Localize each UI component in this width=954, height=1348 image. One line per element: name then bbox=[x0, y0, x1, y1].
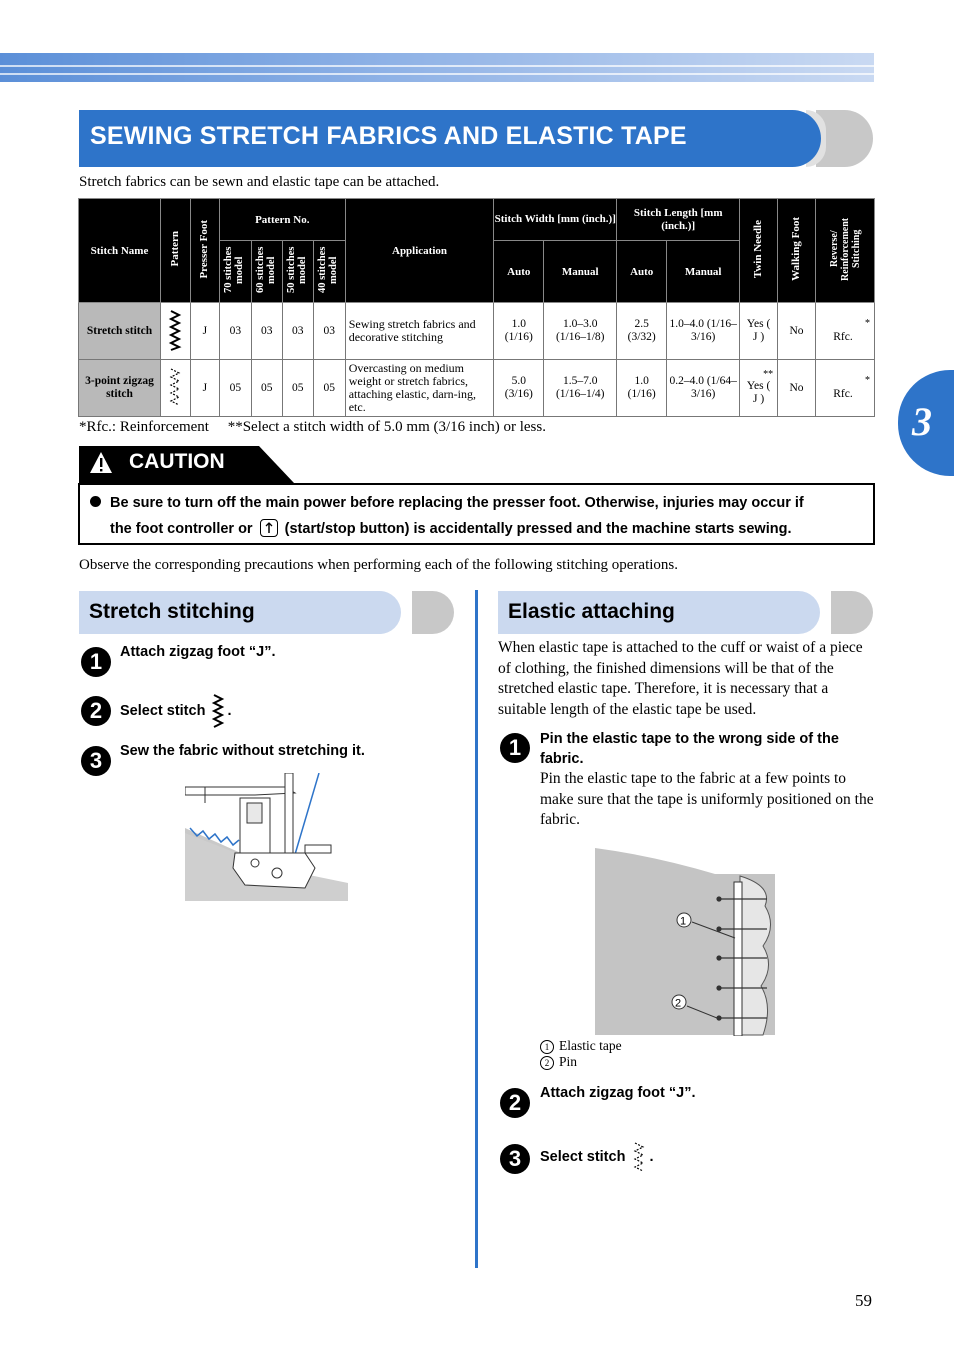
stretch-heading: Stretch stitching bbox=[89, 600, 255, 623]
svg-text:1: 1 bbox=[680, 915, 687, 928]
column-divider bbox=[475, 590, 478, 1268]
header-model-60: 60 stitches model bbox=[251, 241, 282, 303]
cell-reverse: * Rfc. bbox=[815, 360, 874, 417]
observe-text: Observe the corresponding precautions when performing each of the following stitching operations. bbox=[79, 557, 678, 573]
bullet-icon bbox=[90, 496, 101, 507]
step-text: Attach zigzag foot “J”. bbox=[540, 1085, 696, 1101]
cell-num-40: 03 bbox=[313, 303, 345, 360]
header-stitch-name: Stitch Name bbox=[79, 199, 161, 303]
cell-num-70: 05 bbox=[219, 360, 251, 417]
header-model-70: 70 stitches model bbox=[219, 241, 251, 303]
stretch-stitch-icon bbox=[211, 693, 225, 729]
page-title: SEWING STRETCH FABRICS AND ELASTIC TAPE bbox=[90, 122, 687, 150]
cell-width-manual: 1.5–7.0 (1/16–1/4) bbox=[544, 360, 617, 417]
cell-reverse: * Rfc. bbox=[815, 303, 874, 360]
elastic-heading: Elastic attaching bbox=[508, 600, 675, 623]
cell-twin: ** Yes ( J ) bbox=[740, 360, 778, 417]
sewing-illustration bbox=[185, 773, 348, 901]
header-model-50: 50 stitches model bbox=[282, 241, 313, 303]
elastic-tape-illustration bbox=[595, 846, 775, 1036]
legend-item: 2 Pin bbox=[540, 1054, 622, 1070]
elastic-intro: When elastic tape is attached to the cuff or waist of a piece of clothing, the finished dimensions will be that of the stretched elastic tape. Therefore, it is necessary that a suitable length of the elastic tape be used. bbox=[498, 639, 863, 718]
cell-length-auto: 1.0 (1/16) bbox=[617, 360, 667, 417]
cell-walking: No bbox=[778, 303, 816, 360]
cell-walking: No bbox=[778, 360, 816, 417]
elastic-tape bbox=[734, 882, 742, 1036]
elastic-subheader bbox=[498, 591, 820, 634]
header-width-manual: Manual bbox=[544, 241, 617, 303]
step-text: Select stitch . bbox=[540, 1141, 653, 1173]
step-number: 3 bbox=[500, 1144, 530, 1174]
cell-application: Sewing stretch fabrics and decorative stitching bbox=[345, 303, 494, 360]
header-pattern-no: Pattern No. bbox=[219, 199, 345, 241]
cell-num-60: 05 bbox=[251, 360, 282, 417]
stitch-table bbox=[78, 198, 875, 417]
table-row bbox=[79, 303, 875, 360]
table-footnote: *Rfc.: Reinforcement **Select a stitch width of 5.0 mm (3/16 inch) or less. bbox=[79, 419, 546, 435]
cell-foot: J bbox=[190, 360, 219, 417]
cell-application: Overcasting on medium weight or stretch fabrics, attaching elastic, darn-ing, etc. bbox=[345, 360, 494, 417]
header-pattern: Pattern bbox=[160, 199, 190, 303]
header-twin-needle: Twin Needle bbox=[740, 199, 778, 303]
chapter-tab bbox=[898, 370, 954, 476]
cell-length-auto: 2.5 (3/32) bbox=[617, 303, 667, 360]
step-text: Pin the elastic tape to the wrong side of the fabric. bbox=[540, 731, 839, 767]
cell-foot: J bbox=[190, 303, 219, 360]
top-decorative-band bbox=[0, 53, 874, 82]
cell-num-40: 05 bbox=[313, 360, 345, 417]
cell-num-70: 03 bbox=[219, 303, 251, 360]
cell-num-50: 05 bbox=[282, 360, 313, 417]
cell-length-manual: 1.0–4.0 (1/16–3/16) bbox=[667, 303, 740, 360]
three-point-zigzag-icon bbox=[160, 360, 190, 417]
header-reverse: Reverse/ Reinforcement Stitching bbox=[815, 199, 874, 303]
svg-text:2: 2 bbox=[675, 997, 682, 1010]
cell-twin: Yes ( J ) bbox=[740, 303, 778, 360]
cell-length-manual: 0.2–4.0 (1/64–3/16) bbox=[667, 360, 740, 417]
table-row bbox=[79, 360, 875, 417]
legend bbox=[540, 1038, 622, 1070]
subheader-cap bbox=[412, 591, 454, 634]
step-number: 2 bbox=[81, 696, 111, 726]
three-point-zigzag-icon bbox=[631, 1141, 647, 1173]
header-walking-foot: Walking Foot bbox=[778, 199, 816, 303]
caution-label: CAUTION bbox=[129, 450, 225, 473]
legend-item: 1 Elastic tape bbox=[540, 1038, 622, 1054]
header-length-auto: Auto bbox=[617, 241, 667, 303]
step-number: 1 bbox=[81, 647, 111, 677]
header-presser-foot: Presser Foot bbox=[190, 199, 219, 303]
caution-text: Be sure to turn off the main power before replacing the presser foot. Otherwise, injuries may occur if the foot controller or (start/stop button) is accidentally pressed and the machine starts sewing. bbox=[90, 490, 865, 542]
header-model-40: 40 stitches model bbox=[313, 241, 345, 303]
page-number: 59 bbox=[855, 1291, 872, 1310]
cell-stitch-name: 3-point zigzag stitch bbox=[79, 360, 161, 417]
header-width-auto: Auto bbox=[494, 241, 544, 303]
page-title-bar bbox=[79, 110, 821, 167]
stretch-subheader bbox=[79, 591, 401, 634]
header-length-manual: Manual bbox=[667, 241, 740, 303]
start-stop-button-icon bbox=[260, 519, 278, 537]
subheader-cap bbox=[831, 591, 873, 634]
cell-width-auto: 1.0 (1/16) bbox=[494, 303, 544, 360]
intro-text: Stretch fabrics can be sewn and elastic tape can be attached. bbox=[79, 174, 440, 190]
step-text: Select stitch . bbox=[120, 693, 231, 729]
header-stitch-length: Stitch Length [mm (inch.)] bbox=[617, 199, 740, 241]
stretch-stitch-icon bbox=[160, 303, 190, 360]
cell-num-50: 03 bbox=[282, 303, 313, 360]
step-number: 3 bbox=[81, 746, 111, 776]
step-number: 1 bbox=[500, 733, 530, 763]
step-body: Pin the elastic tape to the fabric at a few points to make sure that the tape is uniformly positioned on the fabric. bbox=[540, 770, 874, 828]
cell-width-auto: 5.0 (3/16) bbox=[494, 360, 544, 417]
chapter-number: 3 bbox=[912, 399, 932, 444]
header-stitch-width: Stitch Width [mm (inch.)] bbox=[494, 199, 617, 241]
header-application: Application bbox=[345, 199, 494, 303]
step-text: Attach zigzag foot “J”. bbox=[120, 644, 276, 660]
step-number: 2 bbox=[500, 1088, 530, 1118]
cell-width-manual: 1.0–3.0 (1/16–1/8) bbox=[544, 303, 617, 360]
cell-stitch-name: Stretch stitch bbox=[79, 303, 161, 360]
step-text: Sew the fabric without stretching it. bbox=[120, 743, 365, 759]
cell-num-60: 03 bbox=[251, 303, 282, 360]
